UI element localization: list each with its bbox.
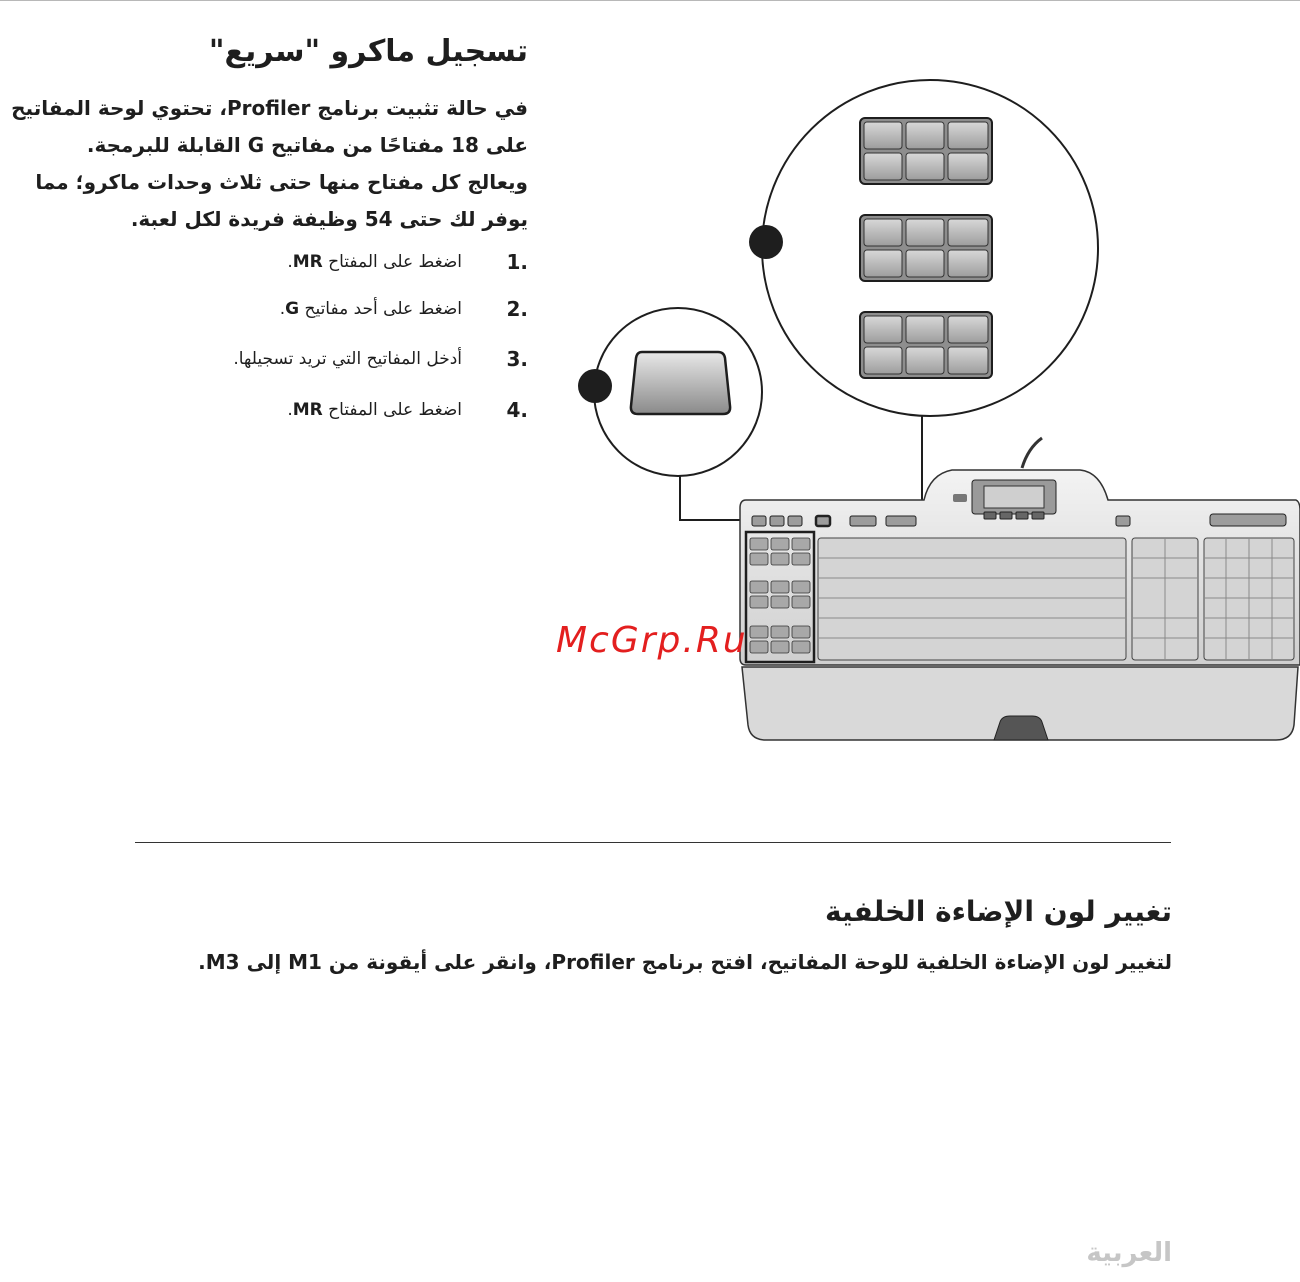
- watermark: McGrp.Ru: [556, 620, 748, 661]
- callout-dot: [578, 369, 612, 403]
- footer-language-label: العربية: [1086, 1238, 1172, 1268]
- intro-line: يوفر لك حتى 54 وظيفة فريدة لكل لعبة.: [130, 207, 528, 231]
- top-rule: [0, 0, 1300, 1]
- keyboard-cable: [1022, 438, 1042, 468]
- callout-dot: [749, 225, 783, 259]
- step-1: [168, 248, 528, 276]
- step-3: [168, 345, 528, 373]
- step-2: [168, 295, 528, 323]
- section-divider: [135, 842, 1171, 843]
- step-number: 2.: [506, 297, 528, 321]
- section-body-backlight: لتغيير لون الإضاءة الخلفية للوحة المفاتيح، افتح برنامج Profiler، وانقر على أيقونة من M1 إلى M3.: [198, 950, 1172, 974]
- mr-key: [631, 352, 730, 414]
- step-text: أدخل المفاتيح التي تريد تسجيلها.: [233, 349, 462, 369]
- section-title-quick-macro: تسجيل ماكرو "سريع": [208, 34, 528, 69]
- step-text: اضغط على أحد مفاتيح G.: [279, 299, 462, 319]
- section-title-backlight: تغيير لون الإضاءة الخلفية: [825, 895, 1172, 928]
- g-key-bank-3: [860, 312, 992, 378]
- keyboard: [740, 470, 1300, 740]
- intro-line: ويعالج كل مفتاح منها حتى ثلاث وحدات ماكرو؛ مما: [35, 170, 528, 194]
- step-4: [168, 396, 528, 424]
- step-text: اضغط على المفتاح MR.: [287, 400, 462, 420]
- step-number: 4.: [506, 398, 528, 422]
- section-intro: [0, 90, 528, 238]
- step-text: اضغط على المفتاح MR.: [287, 252, 462, 272]
- g-key-bank-1: [860, 118, 992, 184]
- intro-line: على 18 مفتاحًا من مفاتيح G القابلة للبرمجة.: [86, 133, 528, 157]
- intro-line: في حالة تثبيت برنامج Profiler، تحتوي لوحة المفاتيح: [11, 96, 528, 120]
- step-number: 3.: [506, 347, 528, 371]
- step-number: 1.: [506, 250, 528, 274]
- g-key-bank-2: [860, 215, 992, 281]
